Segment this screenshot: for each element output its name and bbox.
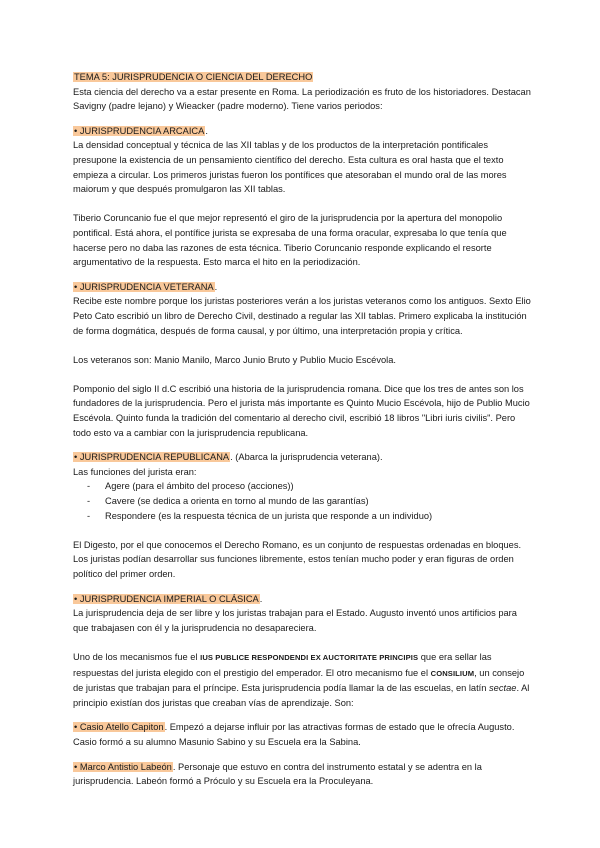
section-arcaica-paragraph-2: Tiberio Coruncanio fue el que mejor representó el giro de la jurisprudencia por la apertura del monopolio pontifical. Está ahora, el pontífice jurista se expresaba de una forma oracular, expresaba lo que tenía que hacerse pero no daba las razones de esta técnica. Tiberio Coruncanio responde explicando el resorte argumentativo de la respuesta. Esto marca el hito en la periodización. [73,213,507,268]
section-imperial-heading: • JURISPRUDENCIA IMPERIAL O CLÁSICA. [74,593,263,604]
section-republicana-paragraph-1: El Digesto, por el que conocemos el Derecho Romano, es un conjunto de respuestas ordenadas en bloques. Los juristas podían desarrollar sus funciones libremente, estos tenían mucho poder y eran figuras de orden político del primer orden. [73,539,522,579]
section-veterana-paragraph-3: Pomponio del siglo II d.C escribió una historia de la jurisprudencia romana. Dice que los tres de antes son los fundadores de la jurisprudencia. Pero el jurista más importante es Quinto Mucio Escévola, hijo de Publio Mucio Escévola. Quinto funda la tradición del comentario al derecho civil, escribió 18 libros "Libri iuris civilis". Pero todo esto va a cambiar con la jurisprudencia republicana. [73,383,530,438]
list-item: - Agere (para el ámbito del proceso (acciones)) [87,481,294,492]
intro-paragraph: Esta ciencia del derecho va a estar presente en Roma. La periodización es fruto de los historiadores. Destacan Savigny (padre lejano) y Wieacker (padre moderno). Tiene varios periodos: [73,86,531,112]
section-veterana-heading: • JURISPRUDENCIA VETERANA. [74,281,218,292]
document-page [73,70,533,789]
section-labeon-paragraph: • Marco Antistio Labeón. Personaje que estuvo en contra del instrumento estatal y se adentra en la jurisprudencia. Labeón formó a Próculo y su Escuela era la Proculeyana. [73,761,482,787]
section-imperial-paragraph-1: La jurisprudencia deja de ser libre y los juristas trabajan para el Estado. Augusto inventó unos artificios para que trabajasen con él y la jurisprudencia no desapareciera. [73,608,517,633]
section-arcaica-heading: • JURISPRUDENCIA ARCAICA. [74,125,208,136]
list-item: - Respondere (es la respuesta técnica de un jurista que responde a un individuo) [87,510,433,521]
list-item: - Cavere (se dedica a orienta en torno al mundo de las garantías) [87,496,369,507]
section-republicana-heading: • JURISPRUDENCIA REPUBLICANA. (Abarca la jurisprudencia veterana). [74,452,383,463]
section-imperial-paragraph-2: Uno de los mecanismos fue el IUS PUBLICE RESPONDENDI EX AUCTORITATE PRINCIPIS que era sellar las respuestas del jurista elegido con el prestigio del emperador. El otro mecanismo fue el CONSILIUM, un consejo de juristas que trabajan para el príncipe. Esta jurisprudencia podía llamar la de las escuelas, en latín sectae. Al principio existían dos juristas que creaban vías de aprendizaje. Son: [73,651,530,708]
title-highlight: TEMA 5: JURISPRUDENCIA O CIENCIA DEL DERECHO [74,72,313,82]
section-capiton-paragraph: • Casio Atello Capiton. Empezó a dejarse influir por las atractivas formas de estado que le ofrecía Augusto. Casio formó a su alumno Masunio Sabino y su Escuela era la Sabina. [73,722,515,747]
section-veterana-paragraph-1: Recibe este nombre porque los juristas posteriores verán a los juristas veteranos como los antiguos. Sexto Elio Peto Cato escribió un libro de Derecho Civil, destinado a regular las XII tablas. Primero explicaba la institución de forma dogmática, después de forma causal, y por último, una interpretación propia y crítica. [73,296,531,336]
section-republicana-lead: Las funciones del jurista eran: [73,466,197,477]
section-arcaica-paragraph-1: La densidad conceptual y técnica de las XII tablas y de los productos de la interpretación pontificales presupone la existencia de un pensamiento científico del derecho. Esta cultura es oral hasta que el texto empieza a circular. Los primeros juristas fueron los pontífices que atesoraban el mundo oral de las mores maiorum y que después promulgaron las XII tablas. [73,140,507,195]
section-veterana-paragraph-2: Los veteranos son: Manio Manilo, Marco Junio Bruto y Publio Mucio Escévola. [73,354,396,365]
document-title [73,70,533,85]
